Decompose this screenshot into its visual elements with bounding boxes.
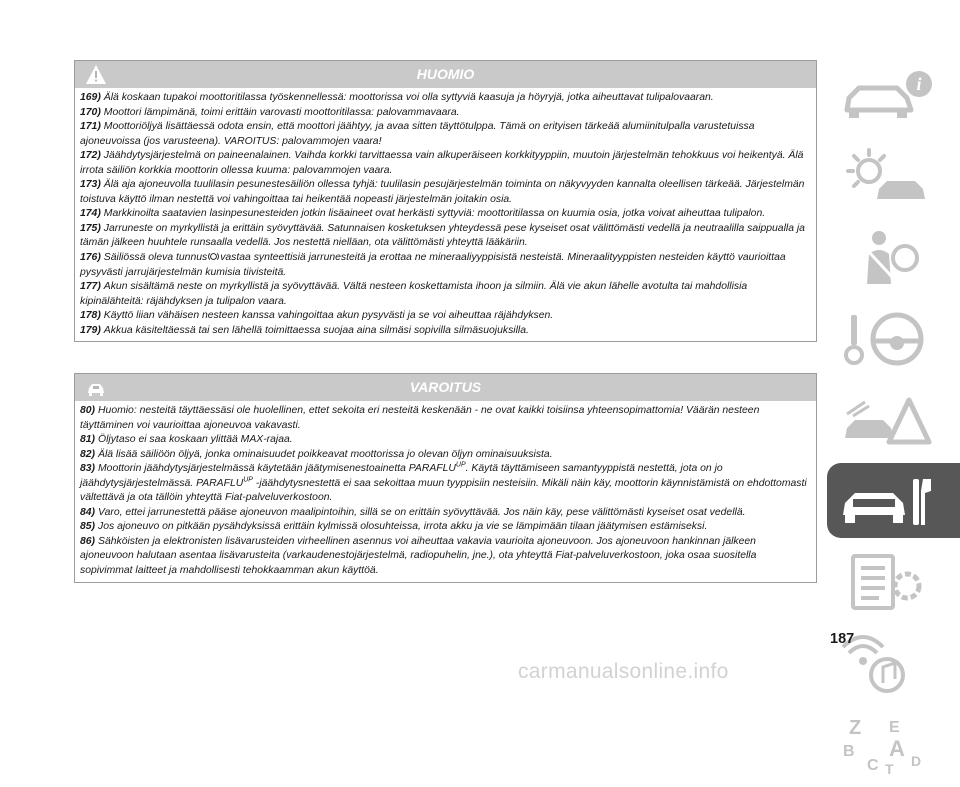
car-maintenance-icon — [839, 471, 934, 531]
tab-technical-data[interactable] — [827, 544, 960, 619]
car-warning-triangle-icon — [839, 390, 934, 450]
caution-box — [74, 60, 817, 342]
tab-index[interactable] — [827, 706, 960, 781]
tab-starting-driving[interactable] — [827, 301, 960, 376]
warning-triangle-icon — [85, 64, 107, 85]
seatbelt-airbag-icon — [839, 228, 934, 288]
tab-car-info[interactable] — [827, 58, 960, 133]
list-item: 177) Akun sisältämä neste on myrkyllistä ja syövyttävää. Vältä nesteen koskettamista ihoon ja silmiin. Älä vie akun lähelle avotulta tai mahdollisia kipinälähteitä: räjähdyksen ja tulipalon vaara. — [80, 281, 748, 307]
list-item: 176) Säiliössä oleva tunnus vastaa synteettisiä jarrunesteitä ja erottaa ne mineraaliyyppisistä nesteistä. Mineraalityyppisten nesteiden käyttö vaurioittaa pysyvästi jarrujärjestelmän kumisia tiivisteitä. — [80, 252, 786, 278]
svg-text:D: D — [911, 753, 922, 769]
list-item: 173) Älä aja ajoneuvolla tuulilasin pesunestesäiliön ollessa tyhjä: tuulilasin pesujärjestelmän toiminta on näkyvyyden kannalta oleellisen tärkeää. Järjestelmän toistuva käyttö ilman nestettä voi vahingoittaa tai heikentää nopeasti järjestelmän joitakin osia. — [80, 179, 805, 205]
list-item: 86) Sähköisten ja elektronisten lisävarusteiden virheellinen asennus voi aiheuttaa vakavia vaurioita ajoneuvoon. Jos ajoneuvoon hankinnan jälkeen ajoneuvoon halutaan asentaa lisävarusteita (varkaudenestojärjestelmä, radiopuhelin, jne.), ota yhteyttä Fiat-palveluverkostoon, joka osaa suositella sopivimmat laitteet ja mahdollisesti tehokkaamman akun käyttöä. — [80, 535, 757, 577]
list-item: 179) Akkua käsiteltäessä tai sen lähellä toimittaessa suojaa aina silmäsi sopivilla silmäsuojuksilla. — [80, 324, 529, 336]
svg-text:E: E — [889, 719, 900, 736]
caution-list — [75, 88, 816, 341]
svg-text:A: A — [889, 736, 905, 761]
tab-safety[interactable] — [827, 220, 960, 295]
svg-text:Z: Z — [849, 717, 862, 739]
watermark: carmanualsonline.info — [518, 660, 729, 683]
car-warning-icon — [85, 377, 107, 398]
warning-list — [75, 401, 816, 582]
list-item: 82) Älä lisää säiliöön öljyä, jonka ominaisuudet poikkeavat moottorissa jo olevan öljyn ominaisuuksista. — [80, 448, 553, 460]
caution-header — [75, 61, 816, 88]
list-item: 84) Varo, ettei jarrunestettä pääse ajoneuvon maalipintoihin, sillä se on erittäin syövyttävää. Jos näin käy, pese välittömästi kyseiset osat vedellä. — [80, 506, 746, 518]
list-item: 175) Jarruneste on myrkyllistä ja erittäin syövyttävää. Satunnaisen kosketuksen yhteydessä pese kyseiset osat välittömästi vedellä ja neutraalilla saippualla ja tämän jälkeen huuhtele runsaalla vedellä. Jos nestettä nielläan, ota välittömästi yhteyttä lääkäriin. — [80, 222, 805, 249]
warning-title: VAROITUS — [409, 379, 482, 395]
list-item: 178) Käyttö liian vähäisen nesteen kanssa vahingoittaa akun pysyvästi ja se voi aiheuttaa räjähdyksen. — [80, 310, 554, 322]
list-item: 171) Moottoriöljyä lisättäessä odota ensin, että moottori jäähtyy, ja avaa sitten täyttötulppa. Tämä on erityisen tärkeää alumiinitulpalla varustetuissa ajoneuvoissa (jos varusteena). VAROITUS: palovammojen vaara! — [80, 121, 755, 147]
tab-maintenance[interactable] — [827, 463, 960, 538]
svg-text:C: C — [867, 757, 879, 774]
list-item: 81) Öljytaso ei saa koskaan ylittää MAX-rajaa. — [80, 434, 293, 446]
tab-emergency[interactable] — [827, 382, 960, 457]
key-steering-wheel-icon — [839, 309, 934, 369]
alphabetical-index-icon — [839, 714, 934, 774]
tab-dashboard-lights[interactable] — [827, 139, 960, 214]
list-item: 170) Moottori lämpimänä, toimi erittäin varovasti moottoritilassa: palovammavaara. — [80, 106, 460, 118]
chapter-tabs — [827, 58, 960, 787]
list-item: 172) Jäähdytysjärjestelmä on paineenalainen. Vaihda korkki tarvittaessa vain alkuperäiseen korkkityyppiin, muutoin järjestelmän tehokkuus voi heikentyä. Älä irrota säiliön korkkia moottorin ollessa kuuma: palovammojen vaara. — [80, 150, 804, 176]
warning-header — [75, 374, 816, 401]
list-item: 80) Huomio: nesteitä täyttäessäsi ole huolellinen, ettet sekoita eri nesteitä keskenään - ne ovat kaikki toisiinsa yhteensopimattomia! Väärän nesteen täyttäminen voi vaurioittaa ajoneuvoa vakavasti. — [80, 405, 760, 431]
list-item: 85) Jos ajoneuvo on pitkään pysähdyksissä erittäin kylmissä olosuhteissa, irrota akku ja vie se lämpimään tilaan jäätymisen estämiseksi. — [80, 521, 708, 533]
caution-title: HUOMIO — [416, 66, 475, 82]
list-item: 169) Älä koskaan tupakoi moottoritilassa työskennellessä: moottorissa voi olla syttyviä kaasuja ja höyryjä, jotka aiheuttavat tulipalovaaran. — [80, 92, 714, 103]
technical-data-icon — [839, 552, 934, 612]
svg-text:T: T — [885, 761, 894, 774]
svg-text:i: i — [916, 74, 922, 94]
page-number: 187 — [830, 631, 855, 647]
car-info-icon — [839, 66, 934, 126]
list-item: 83) Moottorin jäähdytysjärjestelmässä käytetään jäätymisenestoainetta $PARAFLU^{UP}$. Käytä täyttämiseen samantyyppistä nestettä, jota on jo jäähdytysjärjestelmässä. $PARAFLU^{UP}$ -jäähdytysnestettä ei saa sekoittaa muun tyyppisiin nesteisiin. Mikäli näin käy, moottorin käynnistämistä on ehdottomasti vältettävä ja ota tällöin yhteyttä Fiat-palveluverkostoon. — [80, 461, 807, 504]
svg-text:B: B — [843, 743, 855, 760]
list-item: 174) Markkinoilta saatavien lasinpesunesteiden jotkin lisäaineet ovat herkästi syttyviä: moottoritilassa on kuumia osia, jotka voivat aiheuttaa tulipalon. — [80, 208, 766, 220]
brake-fluid-symbol-icon — [208, 251, 219, 262]
warning-box — [74, 373, 817, 583]
dashboard-lights-icon — [839, 147, 934, 207]
